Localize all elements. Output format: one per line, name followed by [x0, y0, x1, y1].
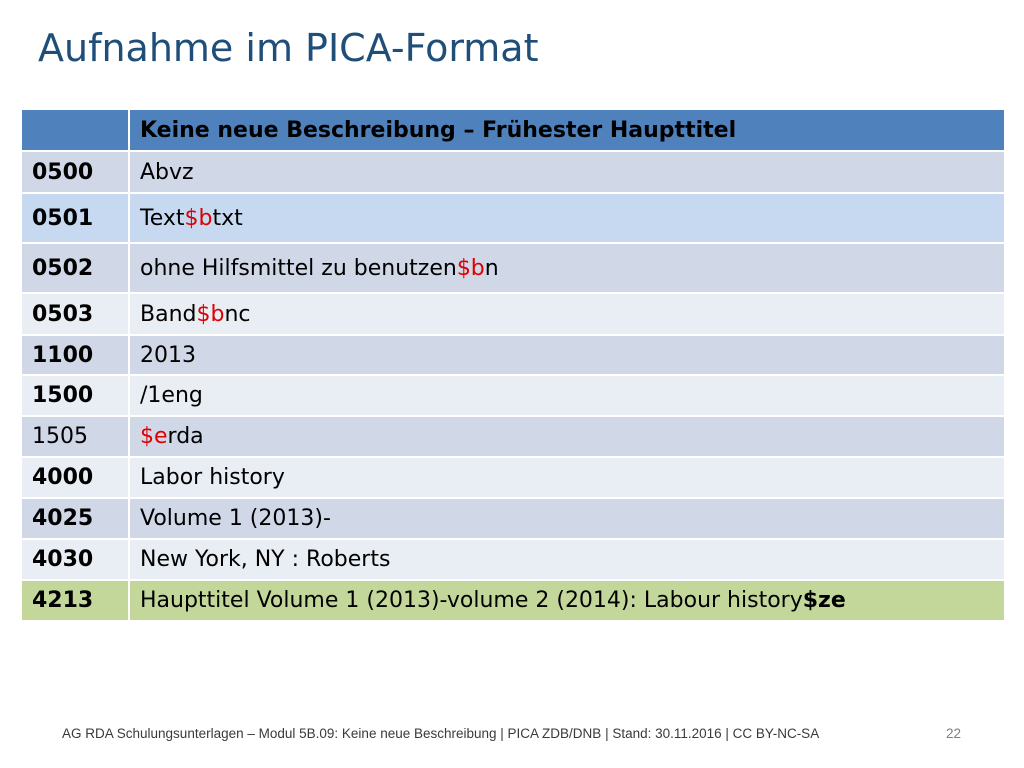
- table-row: [21, 416, 1005, 457]
- field-text: Band: [140, 301, 197, 327]
- table-row: [21, 293, 1005, 335]
- field-code: 0500: [21, 151, 129, 193]
- table-row: [21, 498, 1005, 539]
- field-text: Text: [140, 205, 185, 231]
- subfield-marker: $b: [184, 205, 213, 231]
- subfield-marker: $b: [456, 255, 485, 281]
- field-content: [129, 243, 1005, 293]
- table-row: [21, 375, 1005, 416]
- header-text-cell: Keine neue Beschreibung – Frühester Haupttitel: [129, 109, 1005, 151]
- table-row: [21, 335, 1005, 375]
- table-row: [21, 457, 1005, 498]
- table-row: [21, 580, 1005, 621]
- field-content: [129, 539, 1005, 580]
- subfield-value: rda: [167, 424, 204, 449]
- field-code: 0502: [21, 243, 129, 293]
- field-content: [129, 498, 1005, 539]
- table-row: [21, 243, 1005, 293]
- field-code: 1505: [21, 416, 129, 457]
- field-code: 4030: [21, 539, 129, 580]
- field-text: Abvz: [140, 159, 194, 185]
- field-text: Haupttitel Volume 1 (2013)-volume 2 (2014): Labour history: [140, 588, 803, 613]
- field-text: 2013: [140, 342, 196, 368]
- field-text: Volume 1 (2013)-: [140, 506, 331, 531]
- field-code: 4213: [21, 580, 129, 621]
- field-content: [129, 193, 1005, 243]
- table-row: [21, 151, 1005, 193]
- field-content: [129, 151, 1005, 193]
- header-code-cell: [21, 109, 129, 151]
- subfield-marker: $b: [196, 301, 225, 327]
- field-content: [129, 580, 1005, 621]
- field-code: 1100: [21, 335, 129, 375]
- slide-title: Aufnahme im PICA-Format: [38, 26, 539, 70]
- field-text: ohne Hilfsmittel zu benutzen: [140, 255, 457, 281]
- page-number: 22: [946, 726, 962, 741]
- field-content: [129, 416, 1005, 457]
- subfield-value: n: [484, 255, 499, 281]
- field-code: 4025: [21, 498, 129, 539]
- table-row: [21, 539, 1005, 580]
- slide-footer: AG RDA Schulungsunterlagen – Modul 5B.09: Keine neue Beschreibung | PICA ZDB/DNB | Stand: 30.11.2016 | CC BY-NC-SA: [62, 726, 820, 741]
- field-text: New York, NY : Roberts: [140, 547, 391, 572]
- field-content: [129, 335, 1005, 375]
- field-content: [129, 375, 1005, 416]
- field-text: Labor history: [140, 465, 285, 490]
- field-code: 0501: [21, 193, 129, 243]
- table-header-row: [21, 109, 1005, 151]
- table-row: [21, 193, 1005, 243]
- subfield-marker: $e: [140, 424, 168, 449]
- field-content: [129, 293, 1005, 335]
- subfield-value: txt: [212, 205, 243, 231]
- pica-record-table: [20, 108, 1006, 622]
- subfield-marker: $ze: [802, 588, 846, 613]
- field-code: 4000: [21, 457, 129, 498]
- field-code: 1500: [21, 375, 129, 416]
- field-code: 0503: [21, 293, 129, 335]
- subfield-value: nc: [224, 301, 251, 327]
- field-content: [129, 457, 1005, 498]
- field-text: /1eng: [140, 383, 203, 408]
